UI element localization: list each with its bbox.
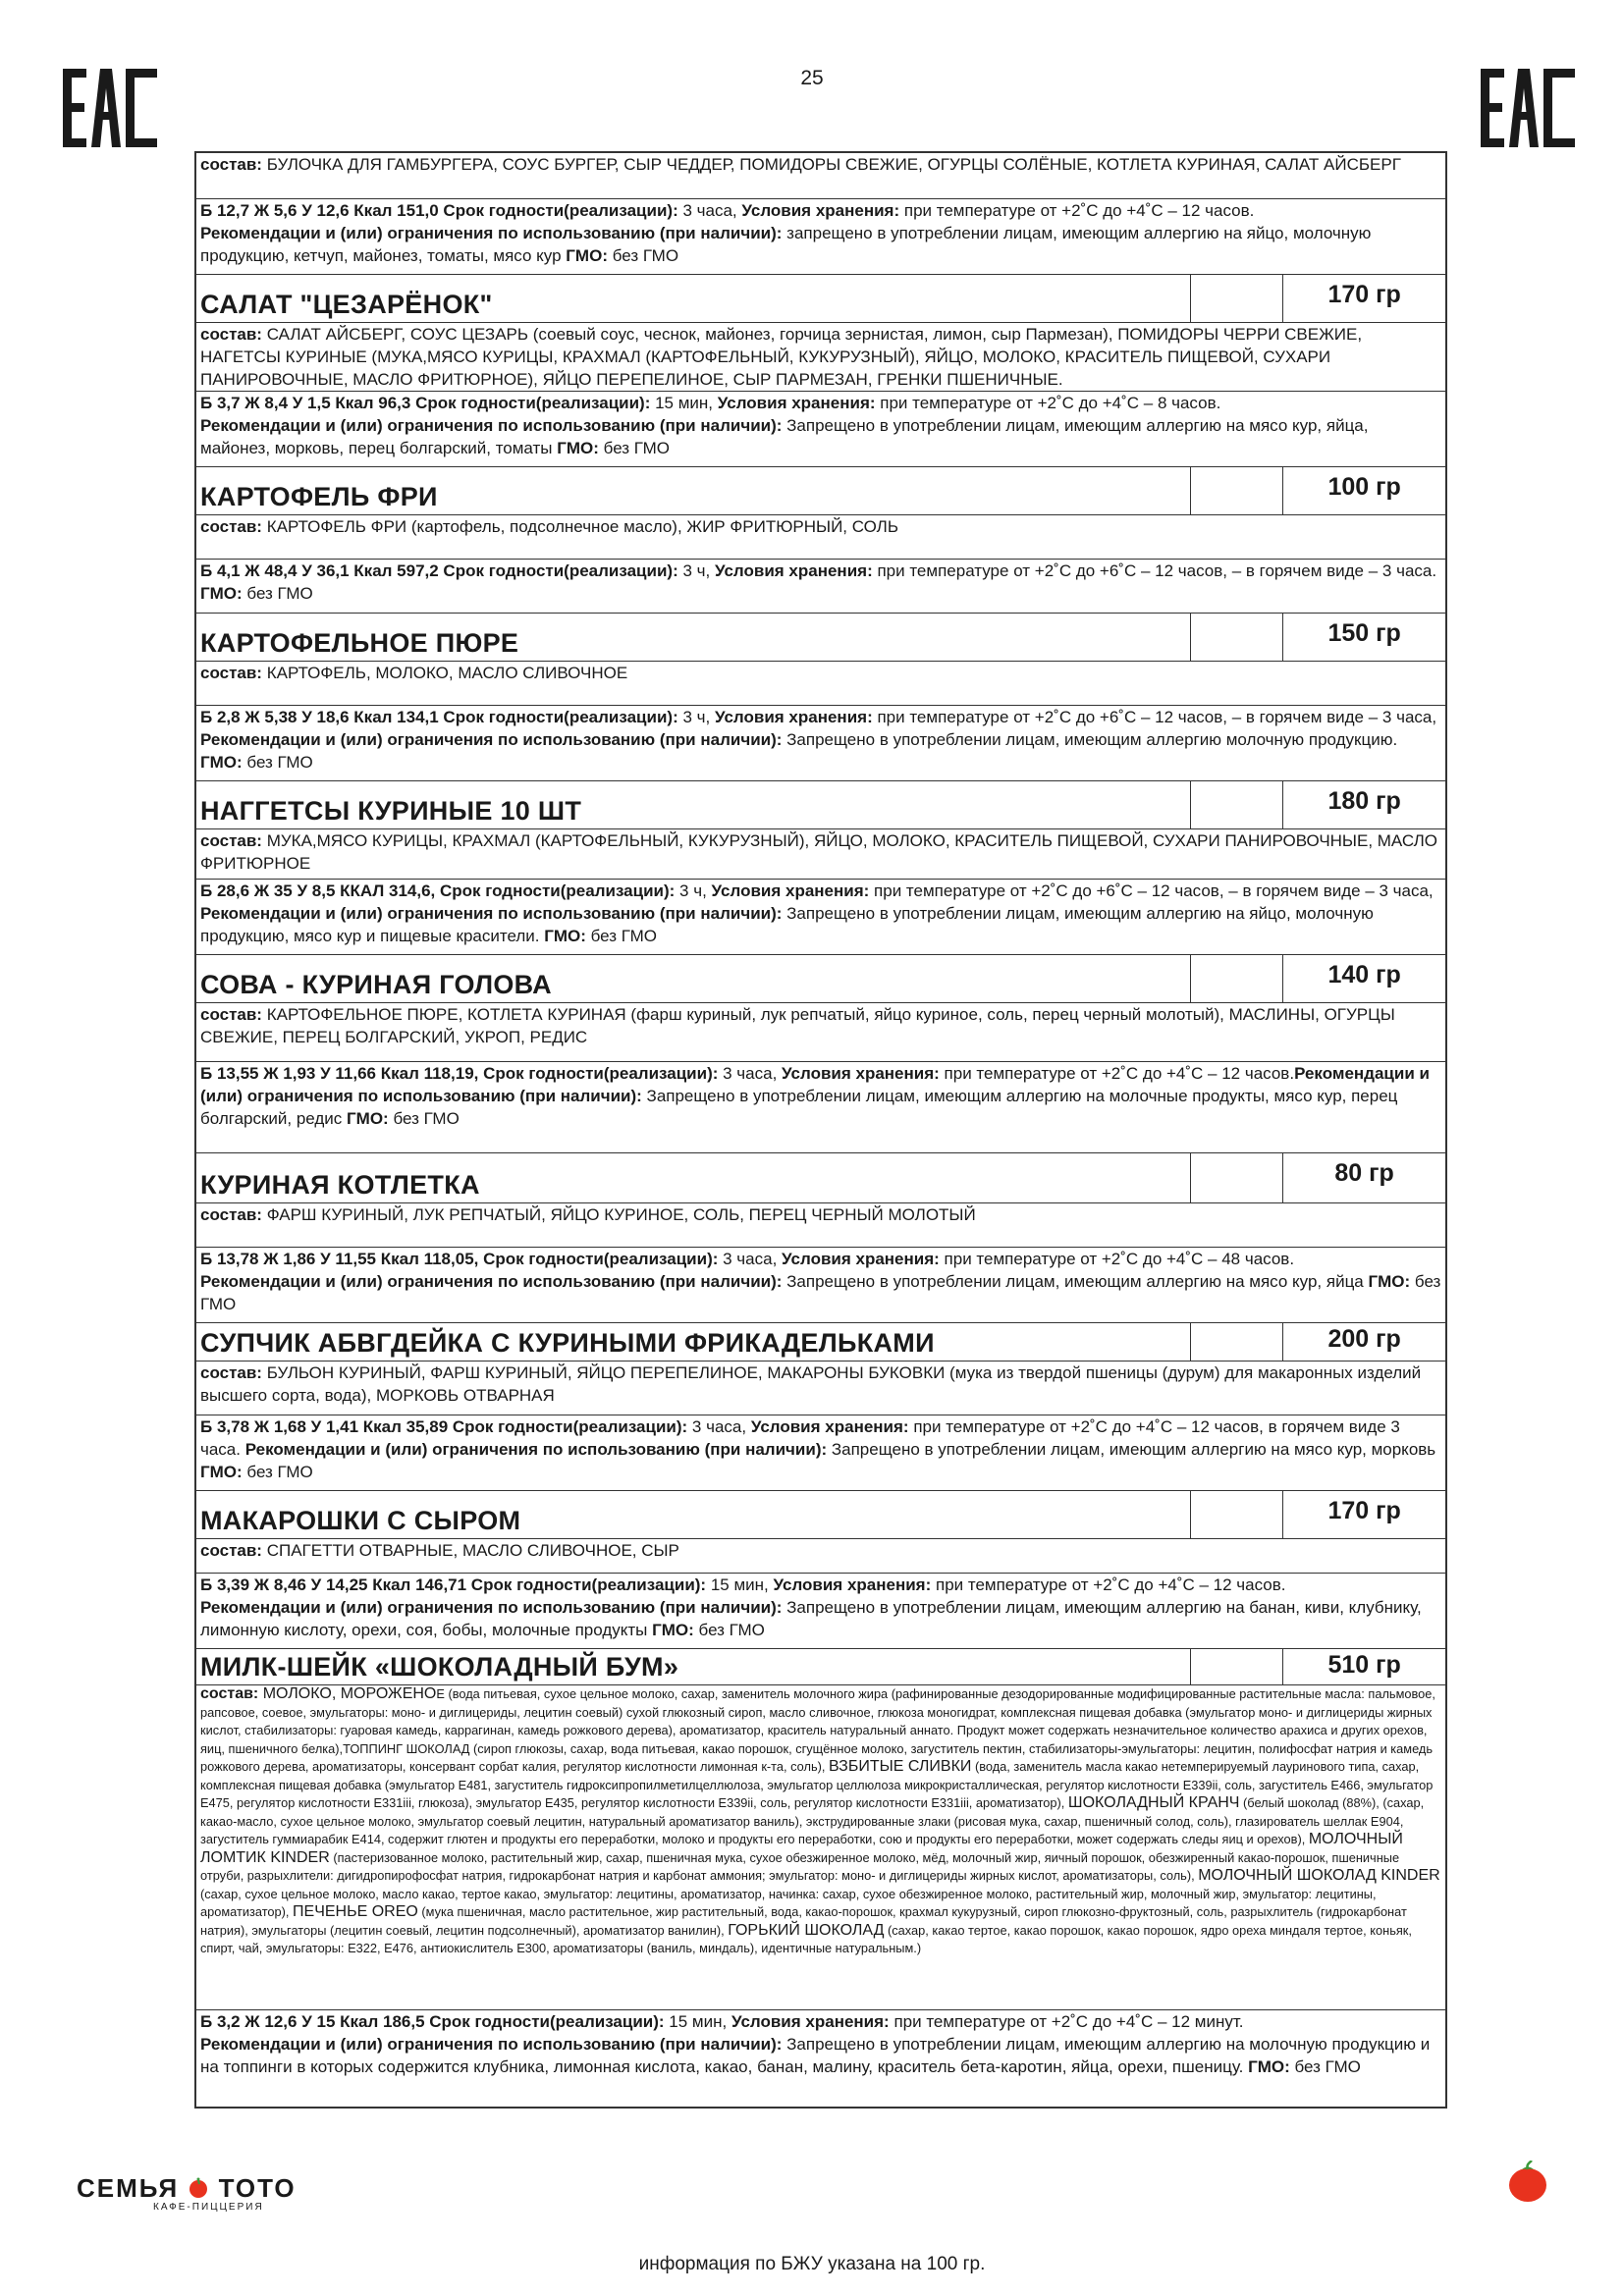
dish-title-cell bbox=[195, 275, 1191, 323]
empty-cell bbox=[1191, 275, 1283, 323]
dish-title: КАРТОФЕЛЬ ФРИ bbox=[200, 482, 438, 511]
dish-title-cell bbox=[195, 614, 1191, 662]
composition-cell: состав: КАРТОФЕЛЬ, МОЛОКО, МАСЛО СЛИВОЧНОЕ bbox=[195, 662, 1446, 706]
dish-title: КУРИНАЯ КОТЛЕТКА bbox=[200, 1170, 480, 1200]
composition-row bbox=[195, 1685, 1446, 2010]
details-cell: Б 4,1 Ж 48,4 У 36,1 Ккал 597,2 Срок годности(реализации): 3 ч, Условия хранения: при температуре от +2˚С до +6˚С – 12 часов, – в горячем виде – 3 часа. ГМО: без ГМО bbox=[195, 560, 1446, 614]
dish-title-row bbox=[195, 1323, 1446, 1362]
empty-cell bbox=[1191, 1153, 1283, 1203]
dish-weight: 80 гр bbox=[1283, 1153, 1446, 1203]
composition-row bbox=[195, 515, 1446, 560]
eac-certification-mark bbox=[61, 69, 159, 147]
details-cell: Б 3,7 Ж 8,4 У 1,5 Ккал 96,3 Срок годности(реализации): 15 мин, Условия хранения: при температуре от +2˚С до +4˚С – 8 часов. Рекомендации и (или) ограничения по использованию (при наличии): Запрещено в употреблении лицам, имеющим аллергию на мясо кур, яйца, майонез, морковь, перец болгарский, томаты ГМО: без ГМО bbox=[195, 392, 1446, 467]
dish-title: СУПЧИК АБВГДЕЙКА С КУРИНЫМИ ФРИКАДЕЛЬКАМИ bbox=[200, 1328, 935, 1358]
dish-title-row bbox=[195, 614, 1446, 662]
dish-title-row bbox=[195, 467, 1446, 515]
dish-title-row bbox=[195, 1491, 1446, 1539]
dish-title-cell bbox=[195, 1491, 1191, 1539]
empty-cell bbox=[1191, 955, 1283, 1003]
dish-title-row bbox=[195, 1153, 1446, 1203]
composition-row bbox=[195, 1203, 1446, 1248]
dish-title: САЛАТ "ЦЕЗАРЁНОК" bbox=[200, 290, 493, 319]
tomato-icon bbox=[1508, 2161, 1547, 2202]
dish-title: КАРТОФЕЛЬНОЕ ПЮРЕ bbox=[200, 628, 519, 658]
dish-weight: 170 гр bbox=[1283, 1491, 1446, 1539]
dish-title-cell bbox=[195, 955, 1191, 1003]
dish-title-cell bbox=[195, 1323, 1191, 1362]
details-row bbox=[195, 1574, 1446, 1649]
composition-row bbox=[195, 829, 1446, 880]
details-cell: Б 13,78 Ж 1,86 У 11,55 Ккал 118,05, Срок годности(реализации): 3 часа, Условия хранения: при температуре от +2˚С до +4˚С – 48 часов. Рекомендации и (или) ограничения по использованию (при наличии): Запрещено в употреблении лицам, имеющим аллергию на мясо кур, яйца ГМО: без ГМО bbox=[195, 1248, 1446, 1323]
details-row bbox=[195, 560, 1446, 614]
page-number: 25 bbox=[800, 67, 824, 89]
menu-table bbox=[194, 151, 1447, 2109]
details-row bbox=[195, 1415, 1446, 1491]
details-row bbox=[195, 1062, 1446, 1153]
dish-weight: 170 гр bbox=[1283, 275, 1446, 323]
composition-row bbox=[195, 1362, 1446, 1415]
details-cell: Б 13,55 Ж 1,93 У 11,66 Ккал 118,19, Срок годности(реализации): 3 часа, Условия хранения: при температуре от +2˚С до +4˚С – 12 часов.Рекомендации и (или) ограничения по использованию (при наличии): Запрещено в употреблении лицам, имеющим аллергию на молочные продукты, мясо кур, перец болгарский, редис ГМО: без ГМО bbox=[195, 1062, 1446, 1153]
composition-row bbox=[195, 662, 1446, 706]
details-cell: Б 12,7 Ж 5,6 У 12,6 Ккал 151,0 Срок годности(реализации): 3 часа, Условия хранения: при температуре от +2˚С до +4˚С – 12 часов. Рекомендации и (или) ограничения по использованию (при наличии): запрещено в употреблении лицам, имеющим аллергию на яйцо, молочную продукцию, кетчуп, майонез, томаты, мясо кур ГМО: без ГМО bbox=[195, 199, 1446, 275]
details-row bbox=[195, 1248, 1446, 1323]
dish-weight: 180 гр bbox=[1283, 781, 1446, 829]
details-cell: Б 3,39 Ж 8,46 У 14,25 Ккал 146,71 Срок годности(реализации): 15 мин, Условия хранения: при температуре от +2˚С до +4˚С – 12 часов. Рекомендации и (или) ограничения по использованию (при наличии): Запрещено в употреблении лицам, имеющим аллергию на банан, киви, клубнику, лимонную кислоту, орехи, соя, бобы, молочные продукты ГМО: без ГМО bbox=[195, 1574, 1446, 1649]
tomato-icon bbox=[188, 2177, 209, 2199]
empty-cell bbox=[1191, 1491, 1283, 1539]
eac-logo-icon bbox=[1479, 69, 1577, 147]
dish-weight: 200 гр bbox=[1283, 1323, 1446, 1362]
dish-title: СОВА - КУРИНАЯ ГОЛОВА bbox=[200, 970, 552, 999]
empty-cell bbox=[1191, 614, 1283, 662]
dish-title-row bbox=[195, 275, 1446, 323]
details-cell: Б 2,8 Ж 5,38 У 18,6 Ккал 134,1 Срок годности(реализации): 3 ч, Условия хранения: при температуре от +2˚С до +6˚С – 12 часов, – в горячем виде – 3 часа, Рекомендации и (или) ограничения по использованию (при наличии): Запрещено в употреблении лицам, имеющим аллергию молочную продукцию. ГМО: без ГМО bbox=[195, 706, 1446, 781]
dish-title: МАКАРОШКИ С СЫРОМ bbox=[200, 1506, 521, 1535]
composition-cell: состав: БУЛЬОН КУРИНЫЙ, ФАРШ КУРИНЫЙ, ЯЙЦО ПЕРЕПЕЛИНОЕ, МАКАРОНЫ БУКОВКИ (мука из твердой пшеницы (дурум) для макаронных изделий высшего сорта, вода), МОРКОВЬ ОТВАРНАЯ bbox=[195, 1362, 1446, 1415]
composition-cell: состав: СПАГЕТТИ ОТВАРНЫЕ, МАСЛО СЛИВОЧНОЕ, СЫР bbox=[195, 1539, 1446, 1574]
semya-toto-logo: СЕМЬЯ ТОТО КАФЕ-ПИЦЦЕРИЯ bbox=[77, 2173, 297, 2213]
dish-weight: 140 гр bbox=[1283, 955, 1446, 1003]
dish-weight: 510 гр bbox=[1283, 1649, 1446, 1685]
composition-cell: состав: САЛАТ АЙСБЕРГ, СОУС ЦЕЗАРЬ (соевый соус, чеснок, майонез, горчица зернистая, лимон, сыр Пармезан), ПОМИДОРЫ ЧЕРРИ СВЕЖИЕ, НАГЕТСЫ КУРИНЫЕ (МУКА,МЯСО КУРИЦЫ, КРАХМАЛ (КАРТОФЕЛЬНЫЙ, КУКУРУЗНЫЙ), ЯЙЦО, МОЛОКО, КРАСИТЕЛЬ ПИЩЕВОЙ, СУХАРИ ПАНИРОВОЧНЫЕ, МАСЛО ФРИТЮРНОЕ), ЯЙЦО ПЕРЕПЕЛИНОЕ, СЫР ПАРМЕЗАН, ГРЕНКИ ПШЕНИЧНЫЕ. bbox=[195, 323, 1446, 392]
details-row bbox=[195, 199, 1446, 275]
composition-cell: состав: КАРТОФЕЛЬНОЕ ПЮРЕ, КОТЛЕТА КУРИНАЯ (фарш куриный, лук репчатый, яйцо куриное, соль, перец черный молотый), МАСЛИНЫ, ОГУРЦЫ СВЕЖИЕ, ПЕРЕЦ БОЛГАРСКИЙ, УКРОП, РЕДИС bbox=[195, 1003, 1446, 1062]
composition-row bbox=[195, 1003, 1446, 1062]
dish-title-cell bbox=[195, 1153, 1191, 1203]
composition-row bbox=[195, 323, 1446, 392]
empty-cell bbox=[1191, 467, 1283, 515]
dish-weight: 100 гр bbox=[1283, 467, 1446, 515]
composition-cell: состав: ФАРШ КУРИНЫЙ, ЛУК РЕПЧАТЫЙ, ЯЙЦО КУРИНОЕ, СОЛЬ, ПЕРЕЦ ЧЕРНЫЙ МОЛОТЫЙ bbox=[195, 1203, 1446, 1248]
details-row bbox=[195, 880, 1446, 955]
details-cell: Б 3,78 Ж 1,68 У 1,41 Ккал 35,89 Срок годности(реализации): 3 часа, Условия хранения: при температуре от +2˚С до +4˚С – 12 часов, в горячем виде 3 часа. Рекомендации и (или) ограничения по использованию (при наличии): Запрещено в употреблении лицам, имеющим аллергию на мясо кур, морковь ГМО: без ГМО bbox=[195, 1415, 1446, 1491]
footer-note: информация по БЖУ указана на 100 гр. bbox=[638, 2254, 986, 2274]
details-row bbox=[195, 706, 1446, 781]
dish-title: МИЛК-ШЕЙК «ШОКОЛАДНЫЙ БУМ» bbox=[200, 1652, 679, 1682]
dish-title-row bbox=[195, 1649, 1446, 1685]
empty-cell bbox=[1191, 1323, 1283, 1362]
composition-row bbox=[195, 1539, 1446, 1574]
dish-title-cell bbox=[195, 467, 1191, 515]
dish-weight: 150 гр bbox=[1283, 614, 1446, 662]
dish-title-cell bbox=[195, 1649, 1191, 1685]
eac-certification-mark bbox=[1479, 69, 1577, 147]
eac-logo-icon bbox=[61, 69, 159, 147]
composition-cell: состав: МОЛОКО, МОРОЖЕНОЕ (вода питьевая, сухое цельное молоко, сахар, заменитель молочного жира (рафинированные дезодорированные модифицированные растительные масла: пальмовое, рапсовое, соевое, эмульгаторы: моно- и диглицериды, лецитин соевый) сухой глюкозный сироп, масло сливочное, глюкоза моногидрат, комплексная пищевая добавка (эмульгатор моно- и диглицериды жирных кислот, стабилизаторы: гуаровая камедь, каррагинан, камедь рожкового дерева), ароматизатор, краситель натуральный аннато. Продукт может содержать незначительное количество арахиса и других орехов, яиц, пшеничного белка),ТОППИНГ ШОКОЛАД (сироп глюкозы, сахар, вода питьевая, какао порошок, сгущённое молоко, загуститель пектин, стабилизаторы-эмульгаторы: лецитин, полифосфат натрия и камедь рожкового дерева, ароматизаторы, консервант сорбат калия, регулятор кислотности лимонная к-та, соль), ВЗБИТЫЕ СЛИВКИ (вода, заменитель масла какао нетемперируемый лауринового типа, сахар, комплексная пищевая добавка (эмульгатор E481, загуститель гидроксипропилметилцеллюлоза, эмульгатор целлюлоза микрокристаллическая, регулятор кислотности E339ii, соль, загуститель E466, эмульгатор E475, регулятор кислотности E331iii, глюкоза), эмульгатор E435, регулятор кислотности E339ii, соль, регулятор кислотности E331iii, ароматизатор), ШОКОЛАДНЫЙ КРАНЧ (белый шоколад (88%), (сахар, какао-масло, сухое цельное молоко, эмульгатор соевый лецитин, натуральный ароматизатор ваниль), экструдированные злаки (рисовая мука, сахар, пшеничный солод, соль), глазирователь шеллак E904, загуститель гуммиарабик E414, содержит глютен и продукты его переработки, молоко и продукты его переработки, сою и продукты его переработки, может содержать следы яиц и орехов), МОЛОЧНЫЙ ЛОМТИК KINDER (пастеризованное молоко, растительный жир, сахар, пшеничная мука, сухое обезжиренное молоко, мёд, молочный жир, яичный порошок, обезжиренный какао-порошок, пшеничные отруби, разрыхлители: дигидропирофосфат натрия, гидрокарбонат натрия и карбонат аммония; эмульгатор: моно- и диглицериды жирных кислот, ароматизаторы, соль), МОЛОЧНЫЙ ШОКОЛАД KINDER (сахар, сухое цельное молоко, масло какао, тертое какао, эмульгатор: лецитины, ароматизатор, начинка: сахар, сухое обезжиренное молоко, растительный жир, молочный жир, эмульгатор: лецитины, ароматизатор), ПЕЧЕНЬЕ OREO (мука пшеничная, масло растительное, жир растительный, вода, какао-порошок, крахмал кукурузный, сироп глюкозно-фруктозный, соль, разрыхлитель (гидрокарбонат натрия), эмульгаторы (лецитин соевый, лецитин подсолнечный), ароматизатор ванилин), ГОРЬКИЙ ШОКОЛАД (сахар, какао тертое, какао порошок, какао порошок, ядро ореха миндаля тертое, коньяк, спирт, чай, эмульгаторы: E322, E476, антиокислитель E300, ароматизаторы (ваниль, миндаль), идентичные натуральным.) bbox=[195, 1685, 1446, 2010]
empty-cell bbox=[1191, 1649, 1283, 1685]
empty-cell bbox=[1191, 781, 1283, 829]
composition-cell: состав: КАРТОФЕЛЬ ФРИ (картофель, подсолнечное масло), ЖИР ФРИТЮРНЫЙ, СОЛЬ bbox=[195, 515, 1446, 560]
dish-title: НАГГЕТСЫ КУРИНЫЕ 10 ШТ bbox=[200, 796, 582, 826]
details-cell: Б 3,2 Ж 12,6 У 15 Ккал 186,5 Срок годности(реализации): 15 мин, Условия хранения: при температуре от +2˚С до +4˚С – 12 минут. Рекомендации и (или) ограничения по использованию (при наличии): Запрещено в употреблении лицам, имеющим аллергию на молочную продукцию и на топпинги в которых содержится клубника, лимонная кислота, какао, банан, малину, краситель бета-каротин, яйца, орехи, пшеницу. ГМО: без ГМО bbox=[195, 2010, 1446, 2109]
composition-cell: состав: МУКА,МЯСО КУРИЦЫ, КРАХМАЛ (КАРТОФЕЛЬНЫЙ, КУКУРУЗНЫЙ), ЯЙЦО, МОЛОКО, КРАСИТЕЛЬ ПИЩЕВОЙ, СУХАРИ ПАНИРОВОЧНЫЕ, МАСЛО ФРИТЮРНОЕ bbox=[195, 829, 1446, 880]
composition-row bbox=[195, 152, 1446, 199]
composition-cell: состав: БУЛОЧКА ДЛЯ ГАМБУРГЕРА, СОУС БУРГЕР, СЫР ЧЕДДЕР, ПОМИДОРЫ СВЕЖИЕ, ОГУРЦЫ СОЛЁНЫЕ, КОТЛЕТА КУРИНАЯ, САЛАТ АЙСБЕРГ bbox=[195, 152, 1446, 199]
details-row bbox=[195, 2010, 1446, 2109]
details-cell: Б 28,6 Ж 35 У 8,5 ККАЛ 314,6, Срок годности(реализации): 3 ч, Условия хранения: при температуре от +2˚С до +6˚С – 12 часов, – в горячем виде – 3 часа, Рекомендации и (или) ограничения по использованию (при наличии): Запрещено в употреблении лицам, имеющим аллергию на яйцо, молочную продукцию, мясо кур и пищевые красители. ГМО: без ГМО bbox=[195, 880, 1446, 955]
dish-title-row bbox=[195, 955, 1446, 1003]
dish-title-row bbox=[195, 781, 1446, 829]
dish-title-cell bbox=[195, 781, 1191, 829]
details-row bbox=[195, 392, 1446, 467]
